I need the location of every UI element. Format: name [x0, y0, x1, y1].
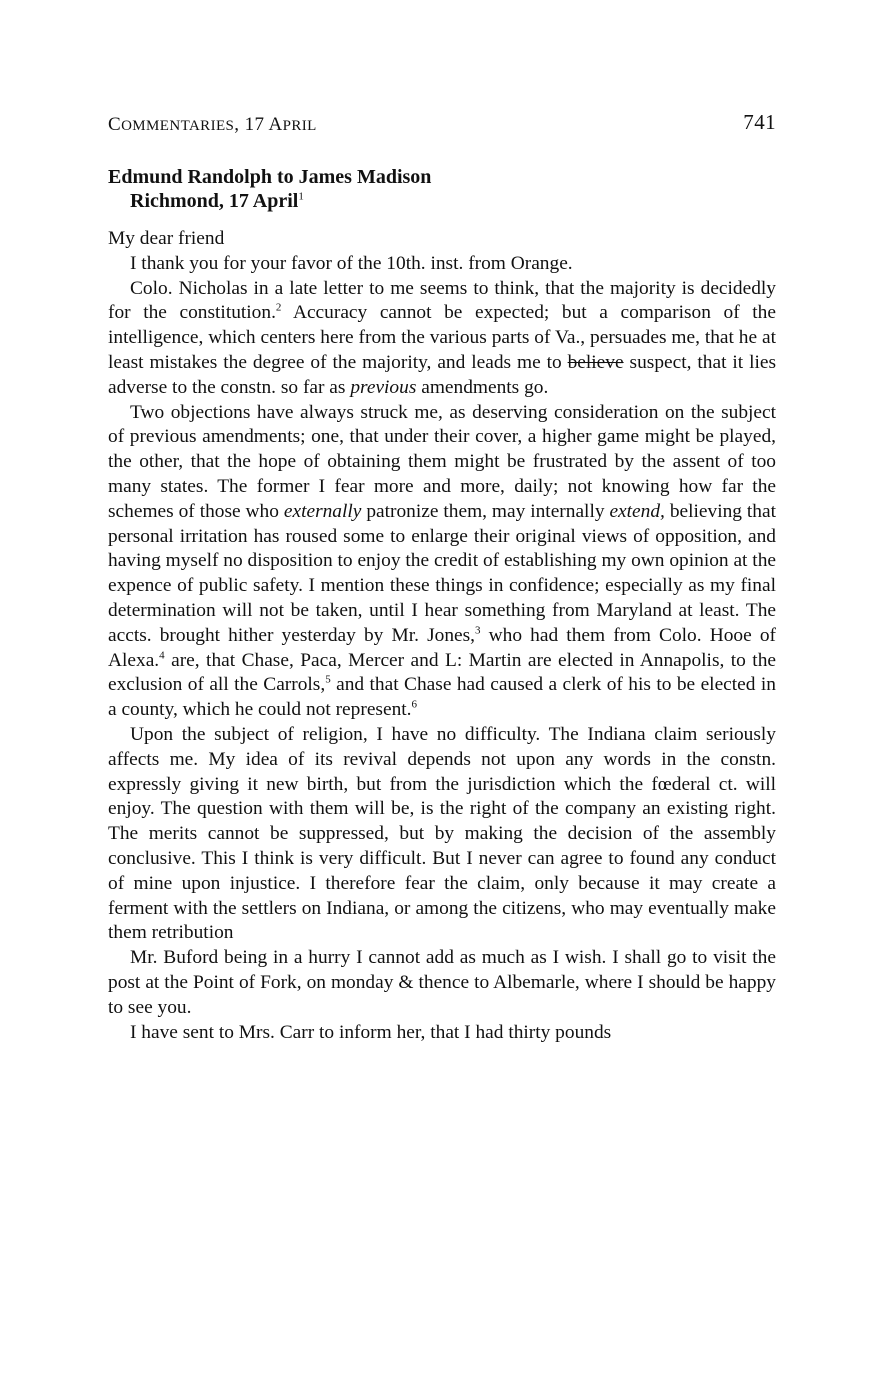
paragraph-6: I have sent to Mrs. Carr to inform her, that I had thirty pounds [130, 1021, 612, 1043]
heading-title: Edmund Randolph to James Madison [108, 166, 432, 188]
paragraph-5: Mr. Buford being in a hurry I cannot add as much as I wish. I shall go to visit the post at the Point of Fork, on monday & thence to Albemarle, where I should be happy to see you. [108, 947, 776, 1018]
page-number: 741 [743, 110, 776, 134]
document-page [108, 108, 776, 1045]
letter-heading [108, 165, 776, 213]
paragraph-3: Two objections have always struck me, as deserving consideration on the subject of previous amendments; one, that under their cover, a higher game might be played, the other, that the hope of obtaining them might be frustrated by the assent of too many states. The former I fear more and more, daily; not knowing how far the schemes of those who externally patronize them, may internally extend, believing that personal irritation has roused some to enlarge their original views of opposition, and having myself no disposition to enjoy the credit of establishing my own opinion at the expence of public safety. I mention these things in confidence; especially as my final determination will not be taken, until I hear something from Maryland at least. The accts. brought hither yesterday by Mr. Jones,$^3$ who had them from Colo. Hooe of Alexa.$^4$ are, that Chase, Paca, Mercer and L: Martin are elected in Annapolis, to the exclusion of all the Carrols,$^5$ and that Chase had caused a clerk of his to be elected in a county, which he could not represent.$^6$ [108, 401, 776, 721]
paragraph-1: I thank you for your favor of the 10th. inst. from Orange. [130, 252, 573, 274]
footnote-ref-5: 5 [325, 673, 331, 686]
footnote-ref-1: 1 [298, 190, 304, 203]
footnote-ref-4: 4 [159, 649, 165, 662]
footnote-ref-6: 6 [411, 698, 418, 711]
paragraph-4: Upon the subject of religion, I have no difficulty. The Indiana claim seriously affects me. My idea of its revival depends not upon any words in the constn. expressly giving it new birth, but from the jurisdiction which the fœderal ct. will enjoy. The question with them will be, is the right of the company an existing right. The merits cannot be suppressed, but by making the decision of the assembly conclusive. This I think is very difficult. But I never can agree to found any conduct of mine upon injustice. I therefore fear the claim, only because it may create a ferment with the settlers on Indiana, or among the citizens, who may eventually make them retribution [108, 723, 776, 944]
salutation: My dear friend [108, 228, 225, 249]
footnote-ref-3: 3 [475, 624, 481, 637]
heading-place-date: Richmond, 17 April$^1$ [130, 190, 304, 212]
running-head-title: COMMENTARIES, 17 APRIL [108, 114, 317, 135]
letter-body [108, 227, 776, 1045]
footnote-ref-2: 2 [275, 301, 282, 314]
struck-word: believe [567, 351, 624, 373]
paragraph-2: Colo. Nicholas in a late letter to me seems to think, that the majority is decidedly for the constitution.$^2$ Accuracy cannot be expected; but a comparison of the intelligence, which centers here from the various parts of Va., persuades me, that he at least mistakes the degree of the majority, and leads me to believe suspect, that it lies adverse to the constn. so far as previous amendments go. [108, 277, 776, 398]
running-head [108, 108, 776, 142]
